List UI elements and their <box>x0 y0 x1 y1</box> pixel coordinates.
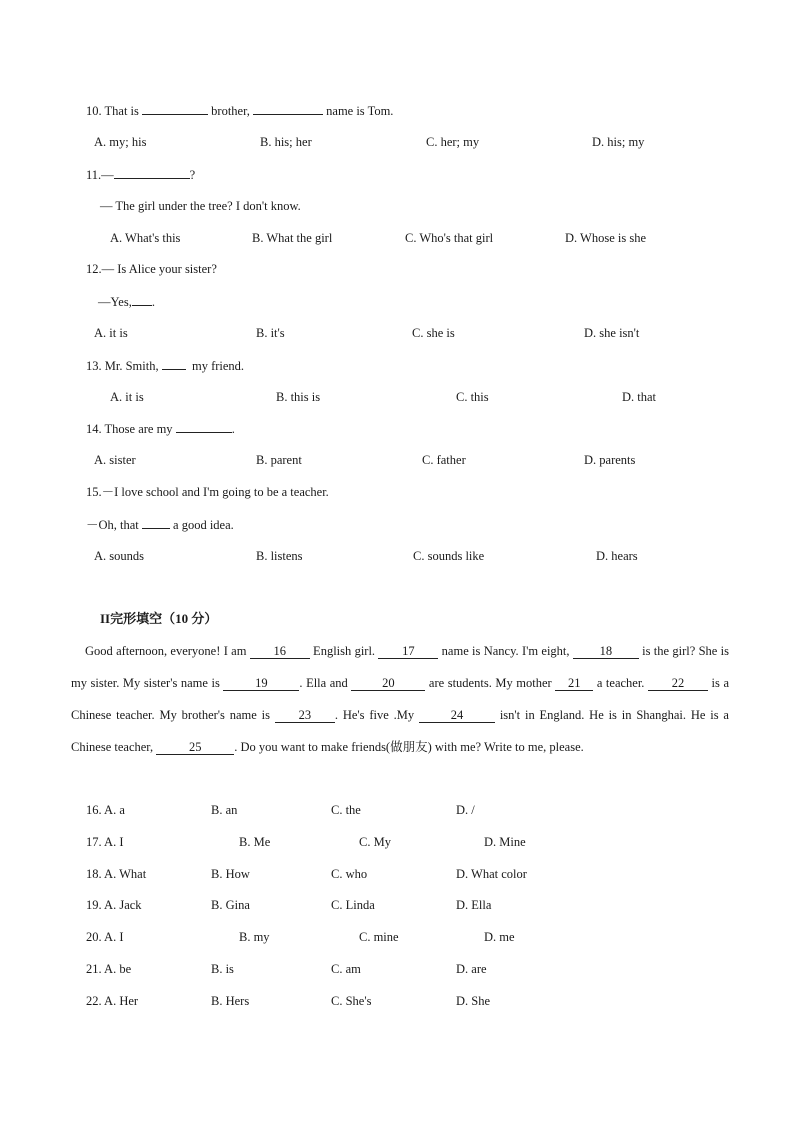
cloze-option-c: C. who <box>331 867 368 881</box>
option-c: C. this <box>456 390 489 404</box>
option-a: A. it is <box>94 326 128 340</box>
question-12-reply <box>98 293 155 310</box>
cloze-option-b: B. an <box>211 803 238 817</box>
option-b: B. this is <box>276 390 321 404</box>
option-b: B. What the girl <box>252 231 333 245</box>
passage-text: English girl. <box>309 644 379 658</box>
stem-text: . <box>231 422 235 436</box>
blank-17: 17 <box>378 644 438 659</box>
passage-text: . Do you want to make friends(做朋友) with me? Write to me, please. <box>234 740 584 754</box>
cloze-option-d: D. Mine <box>484 835 526 849</box>
blank-20: 20 <box>351 676 425 691</box>
blank-22: 22 <box>648 676 708 691</box>
option-c: C. father <box>422 453 466 467</box>
cloze-option-row-16-a: 16. A. a <box>86 803 125 817</box>
cloze-option-c: C. the <box>331 803 361 817</box>
option-a: A. my; his <box>94 135 147 149</box>
option-d: D. she isn't <box>584 326 640 340</box>
stem-text: 10. That is <box>86 104 143 118</box>
option-d: D. that <box>622 390 657 404</box>
cloze-option-c: C. My <box>359 835 391 849</box>
option-b: B. listens <box>256 549 303 563</box>
passage-text: . Ella and <box>299 676 352 690</box>
cloze-option-d: D. are <box>456 962 487 976</box>
cloze-option-b: B. Me <box>239 835 271 849</box>
reply-text: . <box>151 295 155 309</box>
question-10-stem <box>86 102 393 119</box>
blank-18: 18 <box>573 644 639 659</box>
cloze-option-row-19-a: 19. A. Jack <box>86 898 142 912</box>
option-a: A. sister <box>94 453 136 467</box>
option-a: A. What's this <box>110 231 181 245</box>
cloze-option-d: D. She <box>456 994 491 1008</box>
stem-text: name is Tom. <box>323 104 394 118</box>
blank-23: 23 <box>275 708 335 723</box>
passage-text: are students. My mother <box>425 676 556 690</box>
cloze-option-row-18-a: 18. A. What <box>86 867 147 881</box>
cloze-option-b: B. Hers <box>211 994 250 1008</box>
blank-19: 19 <box>223 676 299 691</box>
passage-text: a teacher. <box>593 676 648 690</box>
question-14-stem <box>86 420 235 437</box>
question-15-stem: 15.－I love school and I'm going to be a teacher. <box>86 485 329 499</box>
passage-text: is the girl? She is my sister. My sister's name is <box>71 644 729 690</box>
blank-24: 24 <box>419 708 495 723</box>
option-c: C. sounds like <box>413 549 485 563</box>
option-a: A. sounds <box>94 549 145 563</box>
cloze-option-d: D. / <box>456 803 475 817</box>
question-13-stem <box>86 357 244 374</box>
answer-blank <box>162 357 186 370</box>
stem-text: 11.— <box>86 168 114 182</box>
passage-text: name is Nancy. I'm eight, <box>438 644 573 658</box>
answer-blank <box>253 102 323 115</box>
option-b: B. his; her <box>260 135 312 149</box>
cloze-option-c: C. mine <box>359 930 399 944</box>
cloze-option-b: B. is <box>211 962 234 976</box>
option-b: B. it's <box>256 326 285 340</box>
passage-text: is a Chinese teacher. My brother's name is <box>71 676 729 722</box>
option-c: C. Who's that girl <box>405 231 494 245</box>
passage-text: isn't in England. He is in Shanghai. He is a Chinese teacher, <box>71 708 729 754</box>
cloze-option-b: B. How <box>211 867 250 881</box>
option-d: D. his; my <box>592 135 645 149</box>
answer-blank <box>142 102 208 115</box>
option-d: D. Whose is she <box>565 231 647 245</box>
reply-text: －Oh, that <box>86 518 142 532</box>
section-title: II完形填空（10 分） <box>100 611 218 626</box>
cloze-option-row-17-a: 17. A. I <box>86 835 124 849</box>
blank-25: 25 <box>156 740 234 755</box>
cloze-option-c: C. am <box>331 962 361 976</box>
option-c: C. her; my <box>426 135 480 149</box>
answer-blank <box>114 166 190 179</box>
option-a: A. it is <box>110 390 144 404</box>
answer-blank <box>142 516 170 529</box>
blank-16: 16 <box>250 644 310 659</box>
passage-text: Good afternoon, everyone! I am <box>85 644 250 658</box>
question-11-stem <box>86 166 195 183</box>
question-15-reply <box>86 516 234 533</box>
answer-blank <box>132 293 152 306</box>
blank-21: 21 <box>555 676 593 691</box>
cloze-option-row-22-a: 22. A. Her <box>86 994 139 1008</box>
cloze-passage <box>71 635 729 763</box>
cloze-option-d: D. What color <box>456 867 527 881</box>
cloze-option-c: C. She's <box>331 994 372 1008</box>
cloze-option-b: B. Gina <box>211 898 250 912</box>
reply-text: —Yes, <box>98 295 132 309</box>
cloze-option-row-21-a: 21. A. be <box>86 962 132 976</box>
option-b: B. parent <box>256 453 302 467</box>
answer-blank <box>176 420 232 433</box>
stem-text: brother, <box>208 104 254 118</box>
cloze-option-d: D. me <box>484 930 515 944</box>
question-12-stem: 12.— Is Alice your sister? <box>86 262 217 276</box>
option-d: D. hears <box>596 549 638 563</box>
passage-text: . He's five .My <box>334 708 419 722</box>
cloze-option-row-20-a: 20. A. I <box>86 930 124 944</box>
stem-text: ? <box>189 168 196 182</box>
reply-text: a good idea. <box>169 518 234 532</box>
cloze-option-d: D. Ella <box>456 898 492 912</box>
stem-text: 13. Mr. Smith, <box>86 359 162 373</box>
option-c: C. she is <box>412 326 455 340</box>
stem-text: my friend. <box>188 359 245 373</box>
cloze-option-c: C. Linda <box>331 898 375 912</box>
question-11-reply: — The girl under the tree? I don't know. <box>100 199 301 213</box>
option-d: D. parents <box>584 453 636 467</box>
stem-text: 14. Those are my <box>86 422 176 436</box>
cloze-option-b: B. my <box>239 930 270 944</box>
